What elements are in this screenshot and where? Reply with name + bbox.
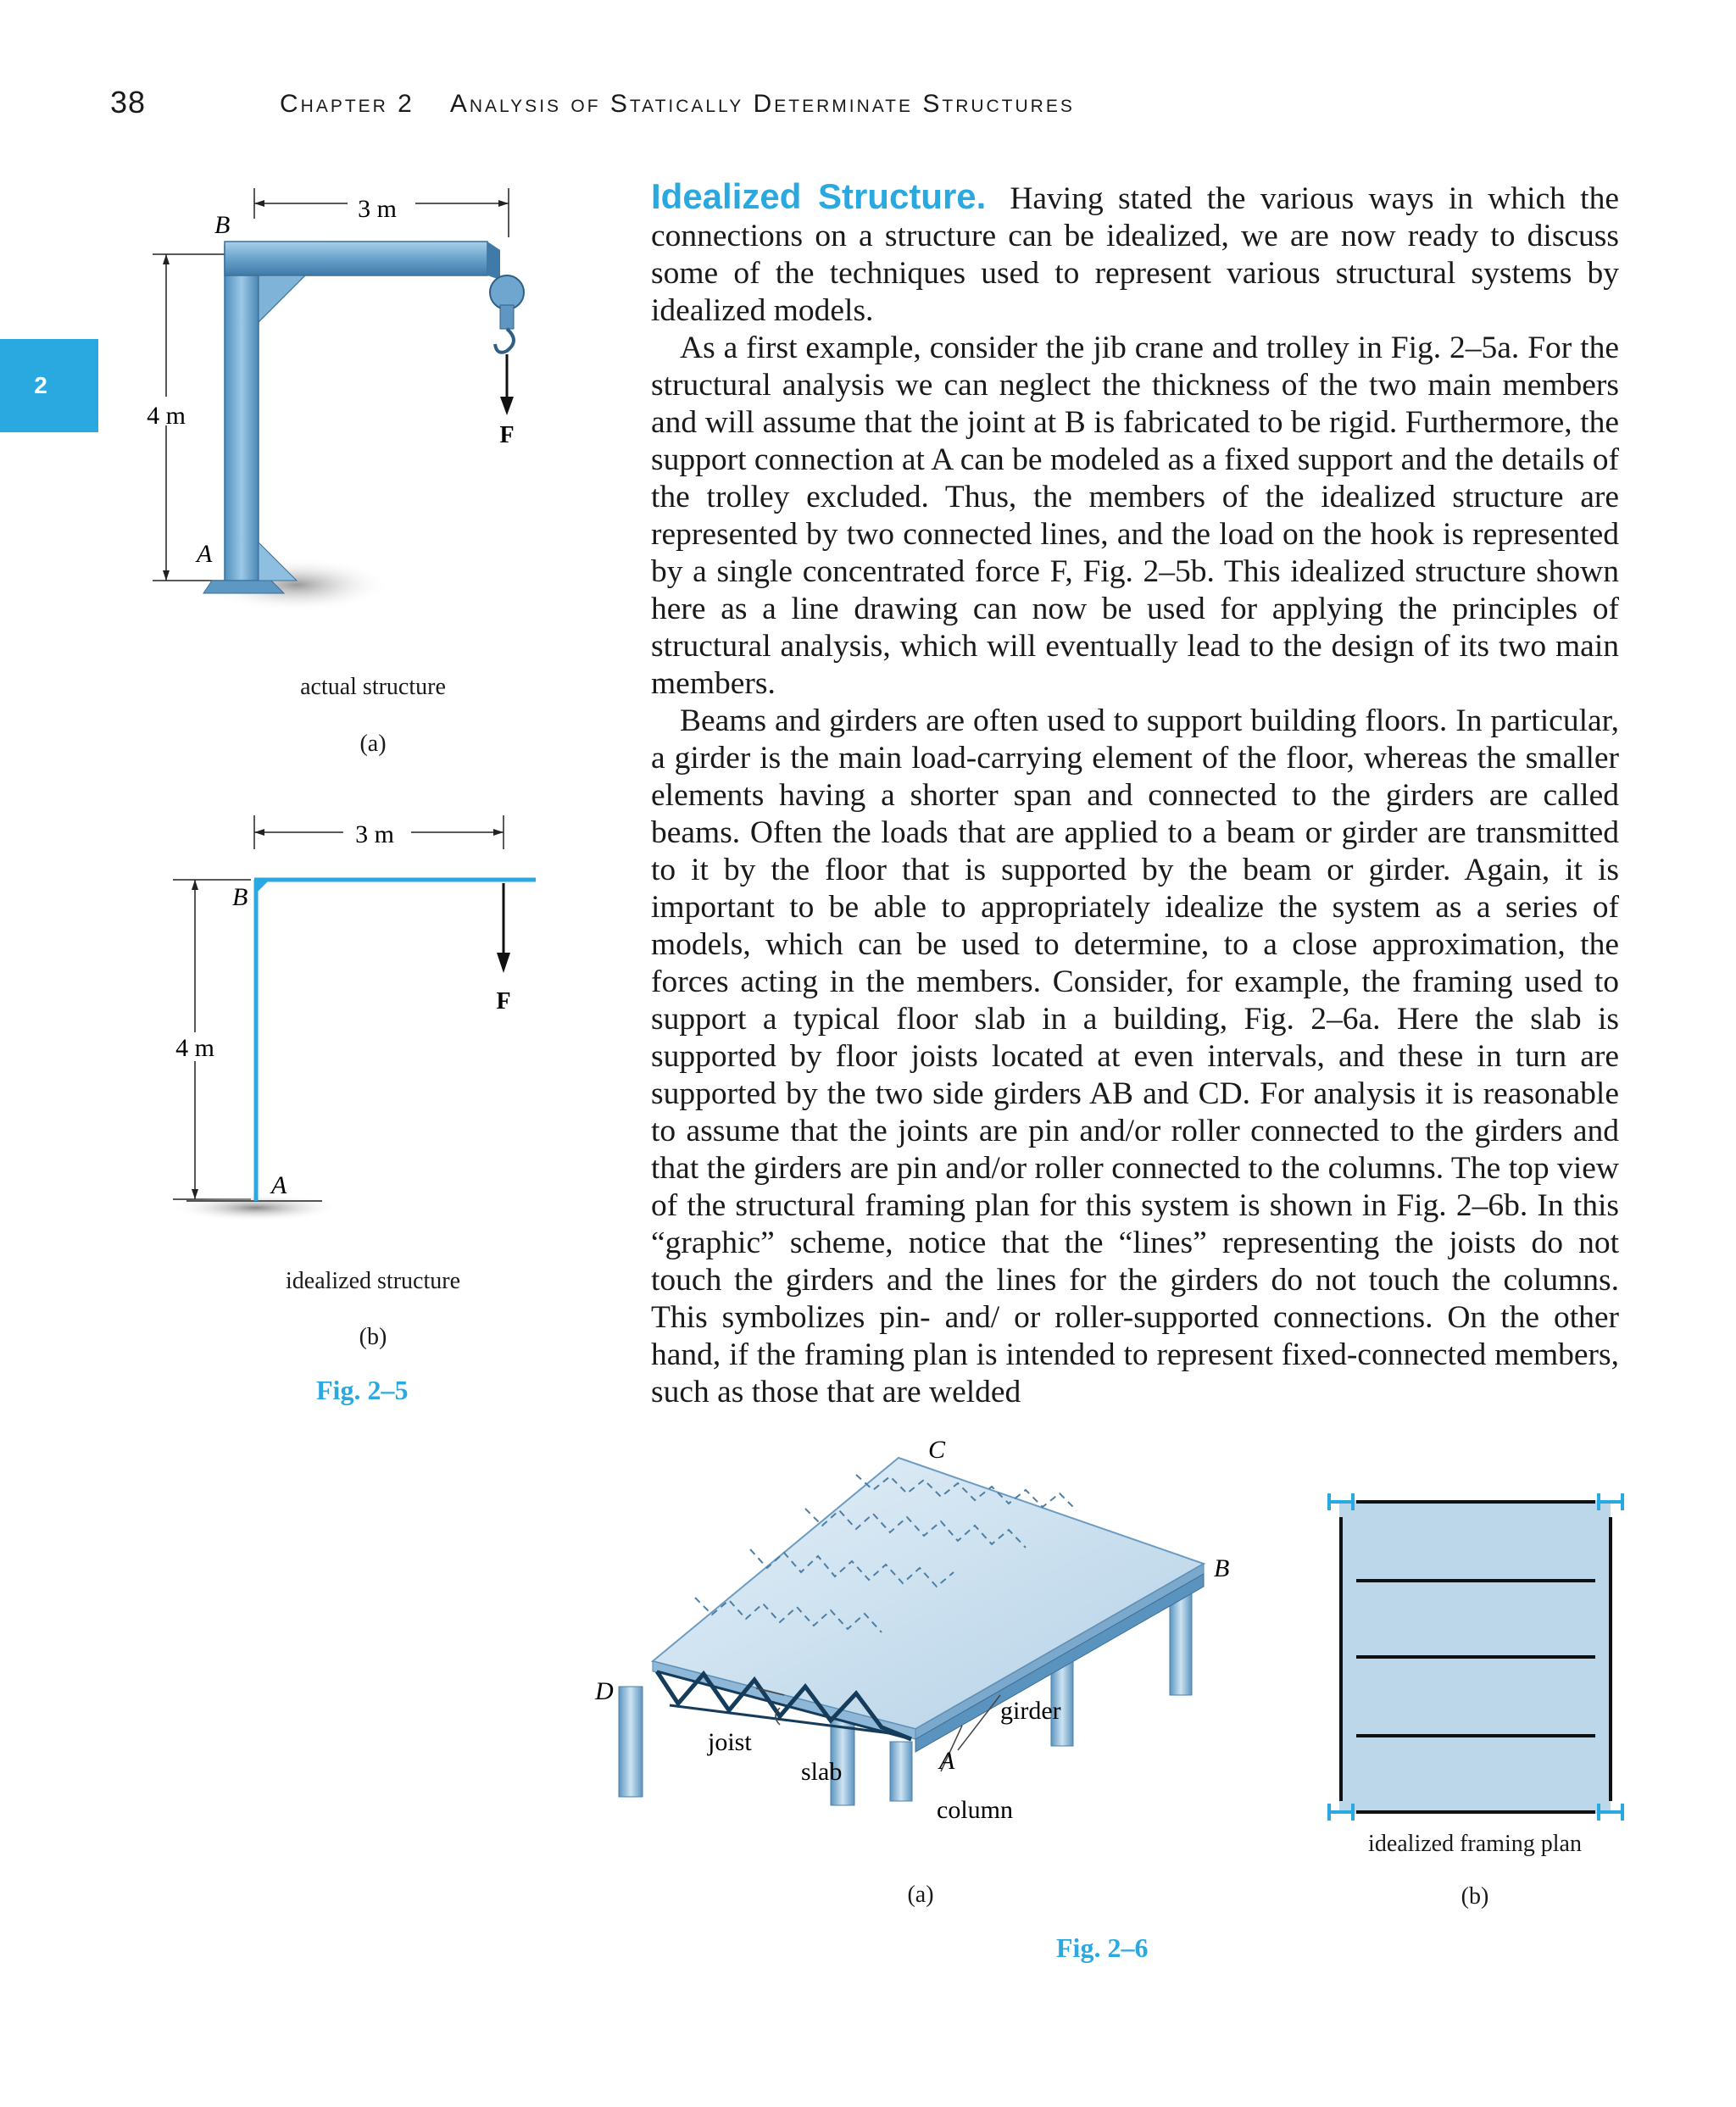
label-joist: joist — [708, 1728, 752, 1756]
label-girder: girder — [1000, 1697, 1061, 1725]
chapter-tab: 2 — [0, 339, 98, 432]
fig-2-5a-caption: actual structure — [300, 674, 446, 700]
fig-2-6b-caption: idealized framing plan — [1368, 1831, 1582, 1857]
chapter-title: Analysis of Statically Determinate Structures — [449, 90, 1075, 118]
fig-2-5b-idealized — [153, 805, 559, 1229]
label-B: B — [214, 211, 231, 239]
label-slab: slab — [801, 1758, 843, 1786]
fig-2-5b-caption: idealized structure — [285, 1268, 460, 1294]
label-B-6: B — [1214, 1554, 1230, 1582]
label-column: column — [937, 1796, 1013, 1824]
label-A-b: A — [271, 1171, 287, 1199]
paragraph-1: Idealized Structure. Having stated the various ways in which the connections on a structure can be idealized, we are now ready to discuss some of the techniques used to represent various structural systems by idealized models. — [651, 176, 1619, 328]
fig-2-6-label: Fig. 2–6 — [1056, 1932, 1149, 1963]
label-B-b: B — [232, 883, 248, 911]
paragraph-2: As a first example, consider the jib crane and trolley in Fig. 2–5a. For the structural analysis we can neglect the thickness of the two main members and will assume that the joint at B is fabricated to be rigid. Furthermore, the support connection at A can be modeled as a fixed support and the details of the trolley excluded. Thus, the members of the idealized structure are represented by two connected lines, and the load on the hook is represented by a single concentrated force F, Fig. 2–5b. This idealized structure shown here as a line drawing can now be used for applying the principles of structural analysis, which will eventually lead to the design of its two main members. — [651, 331, 1619, 701]
fig-2-6b-framing-plan — [1322, 1492, 1628, 1822]
paragraph-3: Beams and girders are often used to support building floors. In particular, a girder is the main load-carrying element of the floor, whereas the smaller elements having a shorter span and connected to the girders are called beams. Often the loads that are applied to a beam or girder are transmitted to it by the floor that is supported by the beam or girder. Again, it is important to be able to appropriately idealize the system as a series of models, which can be used to determine, to a close approximation, the forces acting in the members. Consider, for example, the framing used to support a typical floor slab in a building, Fig. 2–6a. Here the slab is supported by floor joists located at even intervals, and these in turn are supported by the two side girders AB and CD. For analysis it is reasonable to assume that the joints are pin and/or roller connected to the girders and that the girders are pin and/or roller connected to the columns. The top view of the structural framing plan for this system is shown in Fig. 2–6b. In this “graphic” scheme, notice that the “lines” representing the joists do not touch the girders and the lines for the girders do not touch the columns. This symbolizes pin- and/ or roller-supported connections. On the other hand, if the framing plan is intended to represent fixed-connected members, such as those that are welded — [651, 703, 1619, 1409]
fig-2-6a-sub: (a) — [907, 1882, 934, 1908]
fig-2-5-label: Fig. 2–5 — [316, 1375, 409, 1405]
dim-3m-label: 3 m — [358, 195, 397, 223]
fig-2-5a-jib-crane — [136, 170, 610, 729]
body-text — [651, 178, 1619, 1411]
label-C: C — [928, 1441, 946, 1464]
section-heading: Idealized Structure. — [651, 176, 987, 216]
fig-2-5a-sub: (a) — [359, 731, 387, 757]
dim-4m-label: 4 m — [147, 402, 186, 430]
fig-2-5b-sub: (b) — [359, 1324, 387, 1350]
label-A: A — [197, 540, 213, 568]
dim-3m-label-b: 3 m — [355, 820, 394, 848]
label-F-b: F — [496, 988, 511, 1015]
fig-2-6a-floor-framing — [576, 1441, 1255, 1848]
running-head — [280, 90, 1075, 119]
page-number: 38 — [110, 85, 147, 120]
label-F: F — [499, 422, 515, 448]
fig-2-6b-sub: (b) — [1461, 1883, 1489, 1910]
chapter-label: Chapter 2 — [280, 90, 415, 118]
label-D: D — [595, 1677, 614, 1705]
dim-4m-label-b: 4 m — [175, 1034, 214, 1062]
label-A-6: A — [939, 1747, 955, 1775]
